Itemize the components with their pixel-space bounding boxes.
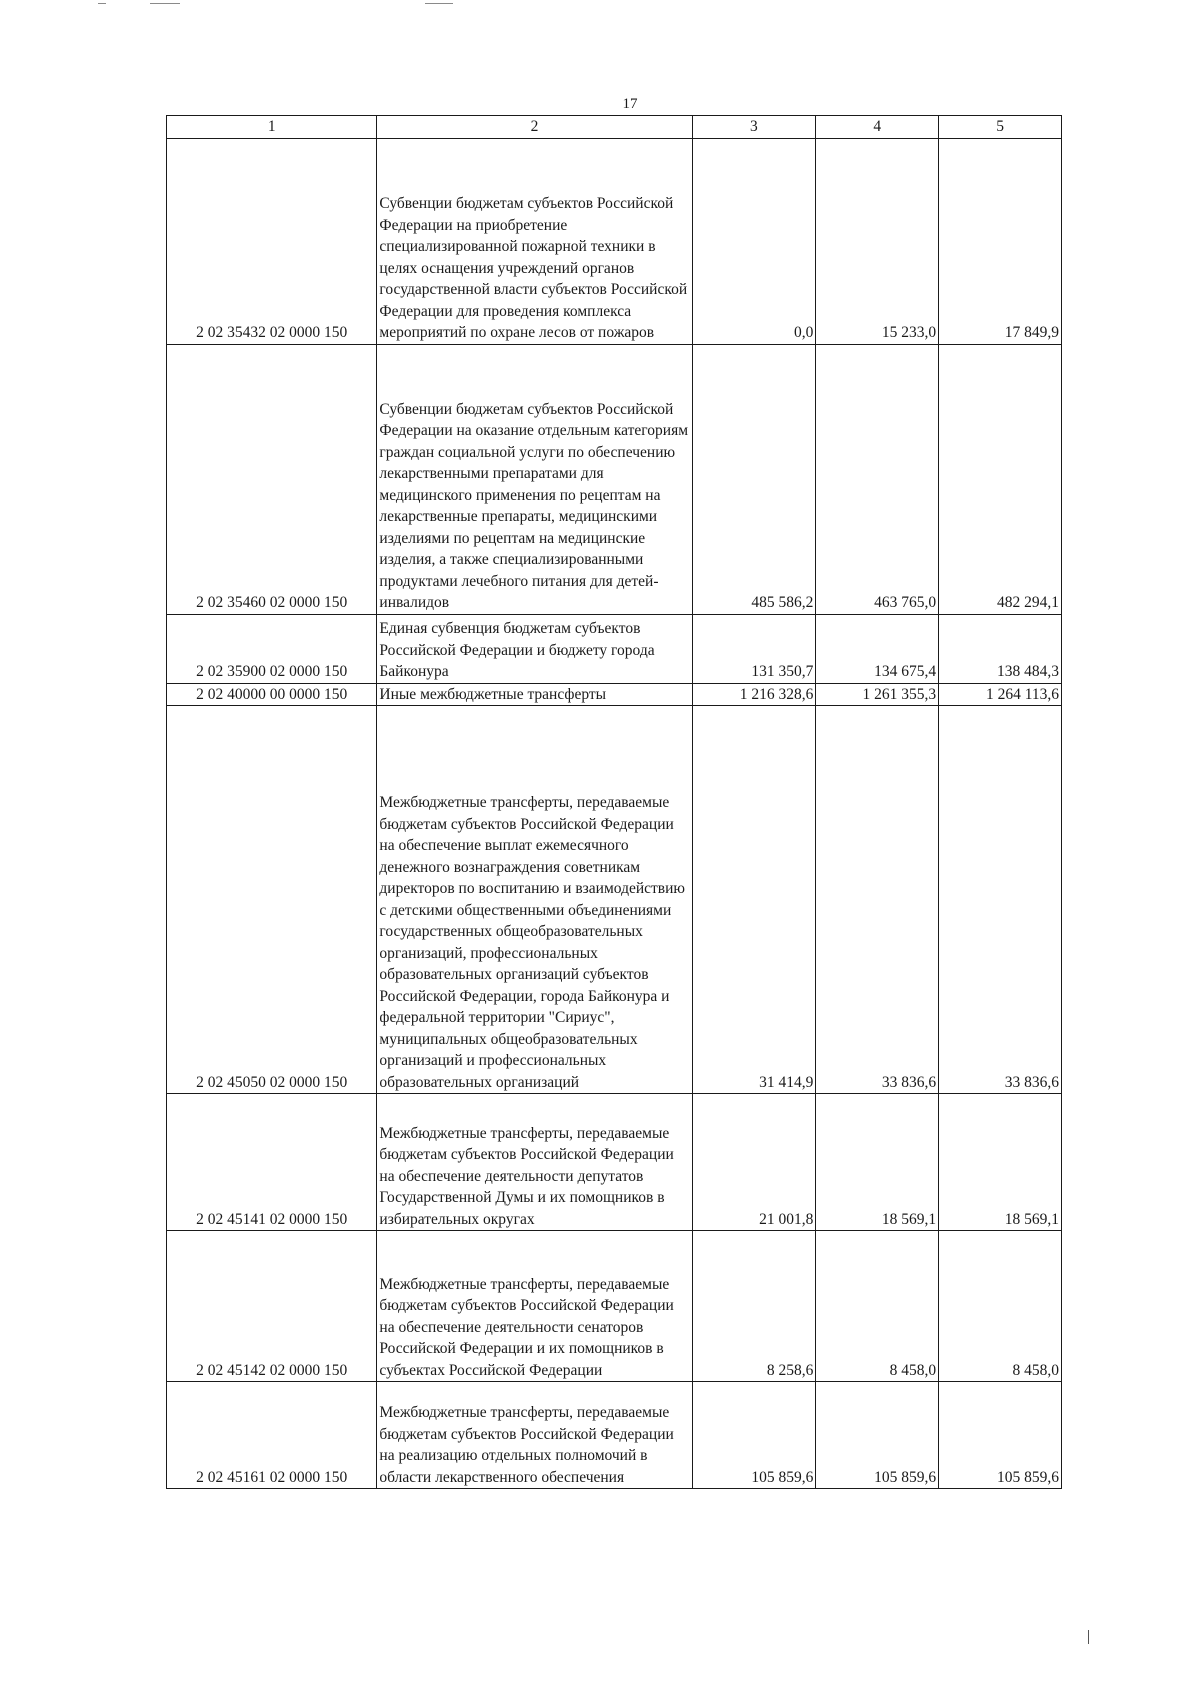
scan-artifact [150,3,180,4]
value-col4: 8 458,0 [816,1231,939,1382]
table-row [167,1094,1062,1231]
value-col5: 17 849,9 [939,138,1062,344]
value-col4: 18 569,1 [816,1094,939,1231]
value-col3: 105 859,6 [692,1382,816,1489]
column-header: 3 [692,116,816,139]
item-name: Межбюджетные трансферты, передаваемые бюджетам субъектов Российской Федерации на обеспечение деятельности сенаторов Российской Федерации и их помощников в субъектах Российской Федерации [377,1231,692,1382]
value-col3: 131 350,7 [692,614,816,683]
value-col3: 21 001,8 [692,1094,816,1231]
value-col3: 31 414,9 [692,706,816,1094]
value-col3: 1 216 328,6 [692,683,816,706]
table-row [167,344,1062,614]
value-col4: 105 859,6 [816,1382,939,1489]
value-col5: 138 484,3 [939,614,1062,683]
item-name: Межбюджетные трансферты, передаваемые бюджетам субъектов Российской Федерации на обеспечение выплат ежемесячного денежного вознаграждения советникам директоров по воспитанию и взаимодействию с детскими общественными объединениями государственных общеобразовательных организаций, профессиональных образовательных организаций субъектов Российской Федерации, города Байконура и федеральной территории "Сириус", муниципальных общеобразовательных организаций и профессиональных образовательных организаций [377,706,692,1094]
item-name: Единая субвенция бюджетам субъектов Российской Федерации и бюджету города Байконура [377,614,692,683]
column-header: 2 [377,116,692,139]
value-col4: 33 836,6 [816,706,939,1094]
table-row [167,1231,1062,1382]
budget-code: 2 02 35432 02 0000 150 [167,138,377,344]
budget-code: 2 02 45050 02 0000 150 [167,706,377,1094]
value-col4: 463 765,0 [816,344,939,614]
item-name: Субвенции бюджетам субъектов Российской Федерации на оказание отдельным категориям граждан социальной услуги по обеспечению лекарственными препаратами для медицинского применения по рецептам на лекарственные препараты, медицинскими изделиями по рецептам на медицинские изделия, а также специализированными продуктами лечебного питания для детей-инвалидов [377,344,692,614]
table-row [167,683,1062,706]
column-header: 4 [816,116,939,139]
budget-table [166,115,1062,1489]
value-col5: 1 264 113,6 [939,683,1062,706]
scan-artifact [98,3,106,4]
column-header: 1 [167,116,377,139]
scan-artifact [425,3,453,4]
column-header: 5 [939,116,1062,139]
value-col5: 482 294,1 [939,344,1062,614]
table-row [167,138,1062,344]
table-row [167,1382,1062,1489]
budget-code: 2 02 45141 02 0000 150 [167,1094,377,1231]
budget-code: 2 02 45161 02 0000 150 [167,1382,377,1489]
item-name: Субвенции бюджетам субъектов Российской Федерации на приобретение специализированной пожарной техники в целях оснащения учреждений органов государственной власти субъектов Российской Федерации для проведения комплекса мероприятий по охране лесов от пожаров [377,138,692,344]
budget-code: 2 02 40000 00 0000 150 [167,683,377,706]
value-col5: 33 836,6 [939,706,1062,1094]
value-col5: 18 569,1 [939,1094,1062,1231]
value-col3: 0,0 [692,138,816,344]
item-name: Межбюджетные трансферты, передаваемые бюджетам субъектов Российской Федерации на реализацию отдельных полномочий в области лекарственного обеспечения [377,1382,692,1489]
budget-code: 2 02 35460 02 0000 150 [167,344,377,614]
budget-code: 2 02 35900 02 0000 150 [167,614,377,683]
value-col4: 15 233,0 [816,138,939,344]
value-col3: 485 586,2 [692,344,816,614]
value-col4: 1 261 355,3 [816,683,939,706]
table-row [167,614,1062,683]
value-col5: 105 859,6 [939,1382,1062,1489]
budget-code: 2 02 45142 02 0000 150 [167,1231,377,1382]
value-col4: 134 675,4 [816,614,939,683]
table-row [167,706,1062,1094]
header-row [167,116,1062,139]
item-name: Иные межбюджетные трансферты [377,683,692,706]
scan-artifact [1088,1630,1089,1644]
value-col5: 8 458,0 [939,1231,1062,1382]
page-number: 17 [622,96,638,112]
item-name: Межбюджетные трансферты, передаваемые бюджетам субъектов Российской Федерации на обеспечение деятельности депутатов Государственной Думы и их помощников в избирательных округах [377,1094,692,1231]
value-col3: 8 258,6 [692,1231,816,1382]
